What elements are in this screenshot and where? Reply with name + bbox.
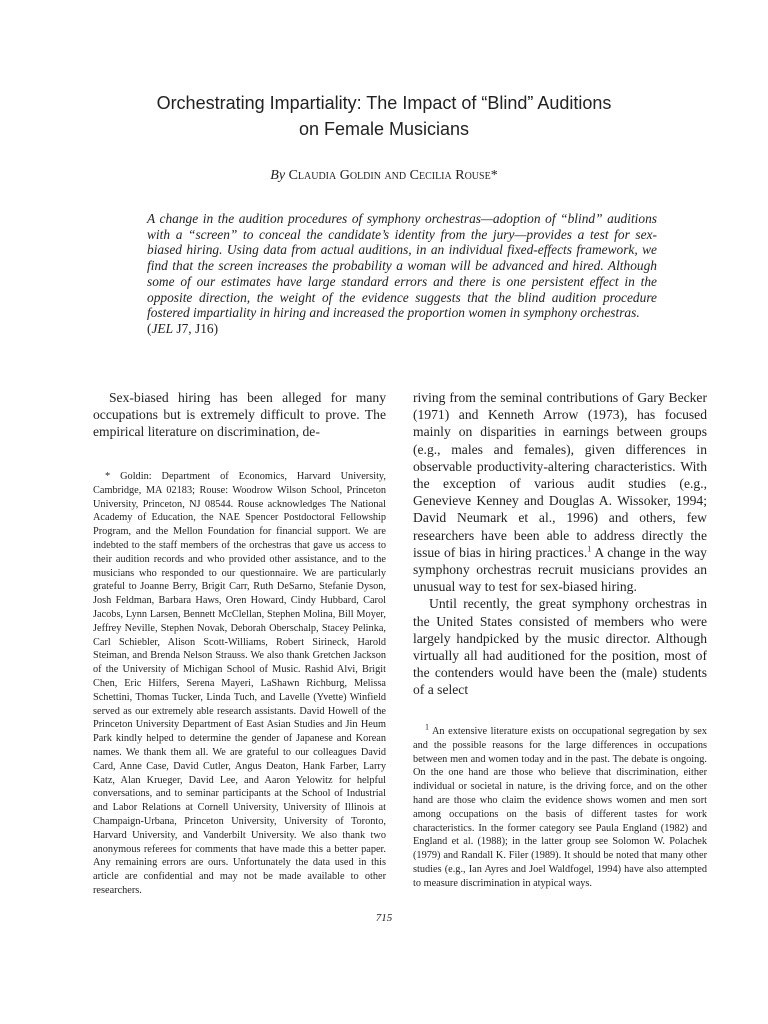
author-rouse: Cecilia Rouse (409, 168, 491, 183)
author-footnote (93, 470, 386, 898)
footnote-1 (413, 722, 707, 891)
page-number: 715 (375, 912, 393, 924)
abstract-text: A change in the audition procedures of symphony orchestras—adoption of “blind” auditions with a “screen” to conceal the candidate’s identity from the jury—provides a test for sex-biased hiring. Using data from actual auditions, in an individual fixed-effects framework, we find that the screen increases the probability a woman will be advanced and hired. Although some of our estimates have large standard errors and there is one persistent effect in the opposite direction, the weight of the evidence suggests that the blind audition procedure fostered impartiality in hiring and increased the proportion women in symphony orchestras. (147, 211, 657, 321)
byline-by: By (270, 168, 286, 183)
body-paragraph-1 (413, 389, 707, 595)
byline-and: and (384, 168, 407, 183)
author-byline (60, 168, 708, 184)
footnote-1-text (413, 722, 707, 891)
intro-paragraph: Sex-biased hiring has been alleged for many occupations but is extremely difficult to prove. The empirical literature on discrimination, de- (93, 390, 386, 440)
jel-open: ( (147, 320, 152, 336)
footnote-1-marker: 1 (425, 722, 429, 732)
title-line-2: on Female Musicians (298, 119, 470, 139)
byline-star-marker: * (490, 168, 498, 183)
body-paragraph-2: Until recently, the great symphony orchestras in the United States consisted of members who were largely handpicked by the music director. Although virtually all had auditioned for the position, most of the contenders would have been the (male) students of a select (413, 596, 707, 698)
footnote-1-body: An extensive literature exists on occupational segregation by sex and the possible reasons for the large differences in occupations between men and women today and in the past. The debate is ongoing. On the one hand are those who believe that discrimination, either individual or societal in nature, is the driving force, and on the other hand are those who claim the evidence shows women and men sort among occupations on the basis of different tastes for work characteristics. In the former category see Paula England (1982) and England et al. (1988); in the latter group see Solomon W. Polachek (1979) and Randall K. Filer (1989). It should be noted that many other studies (e.g., Ian Ayres and Joel Waldfogel, 1994) have also attempted to measure discrimination in atypical ways. (413, 726, 707, 889)
right-column-body (413, 389, 707, 699)
title-line-1: Orchestrating Impartiality: The Impact of “Blind” Auditions (156, 93, 612, 113)
author-goldin: Claudia Goldin (288, 168, 381, 183)
article-title (60, 90, 708, 142)
body-paragraph-1-text-a: riving from the seminal contributions of Gary Becker (1971) and Kenneth Arrow (1973), has focused mainly on disparities in earnings between groups (e.g., males and females), given differences in observable productivity-altering characteristics. With the exception of various audit studies (e.g., Genevieve Kenney and Douglas A. Wissoker, 1994; David Neumark et al., 1996) and others, few researchers have been able to address directly the issue of bias in hiring practices. (413, 390, 707, 560)
abstract (147, 211, 657, 337)
author-footnote-text: * Goldin: Department of Economics, Harvard University, Cambridge, MA 02183; Rouse: Woodrow Wilson School, Princeton University, Princeton, NJ 08544. Rouse acknowledges The National Academy of Education, the NAE Spencer Postdoctoral Fellowship Program, and the Mellon Foundation for financial support. We are indebted to the staff members of the orchestras that gave us access to their audition records and who provided other assistance, and to the musicians who responded to our questionnaire. We are particularly grateful to Joanne Berry, Brigit Carr, Ruth DeSarno, Stefanie Dyson, Josh Feldman, Barbara Haws, Oren Howard, Cindy Hubbard, Carol Jacobs, Lynn Larsen, Bennett McClellan, Stephen Molina, Bill Moyer, Jeffrey Neville, Stephen Novak, Deborah Oberschalp, Stacey Pelinka, Carl Schiebler, Alison Scott-Williams, Robert Sirineck, Harold Steiman, and Brenda Nelson Strauss. We also thank Gretchen Jackson of the University of Michigan School of Music. Rashid Alvi, Brigit Chen, Eric Hilfers, Serena Mayeri, LaShawn Richburg, Melissa Schettini, Thomas Tucker, Linda Tuch, and Lavelle (Yvette) Winfield served as our extremely able research assistants. David Howell of the Princeton University Department of East Asian Studies and Jin Heum Park kindly helped to determine the gender of Japanese and Korean names. We thank them all. We are grateful to our colleagues David Card, Anne Case, David Cutler, Angus Deaton, Hank Farber, Larry Katz, Alan Krueger, David Lee, and Aaron Yelowitz for helpful conversations, and to seminar participants at the School of Industrial and Labor Relations at Cornell University, University of Illinois at Champaign-Urbana, Princeton University, University of Toronto, Harvard University, and Vanderbilt University. We also thank two anonymous referees for comments that have made this a better paper. Any remaining errors are ours. Unfortunately the data used in this article are confidential and may not be made available to other researchers. (93, 471, 386, 896)
left-column-body (93, 389, 386, 441)
jel-label: JEL (151, 320, 174, 336)
body-paragraph-1-text-b: A change in the way symphony orchestras recruit musicians provides an unusual way to test for sex-biased hiring. (413, 544, 707, 595)
footnote-ref-1: 1 (587, 544, 592, 554)
jel-codes: J7, J16) (173, 320, 219, 336)
